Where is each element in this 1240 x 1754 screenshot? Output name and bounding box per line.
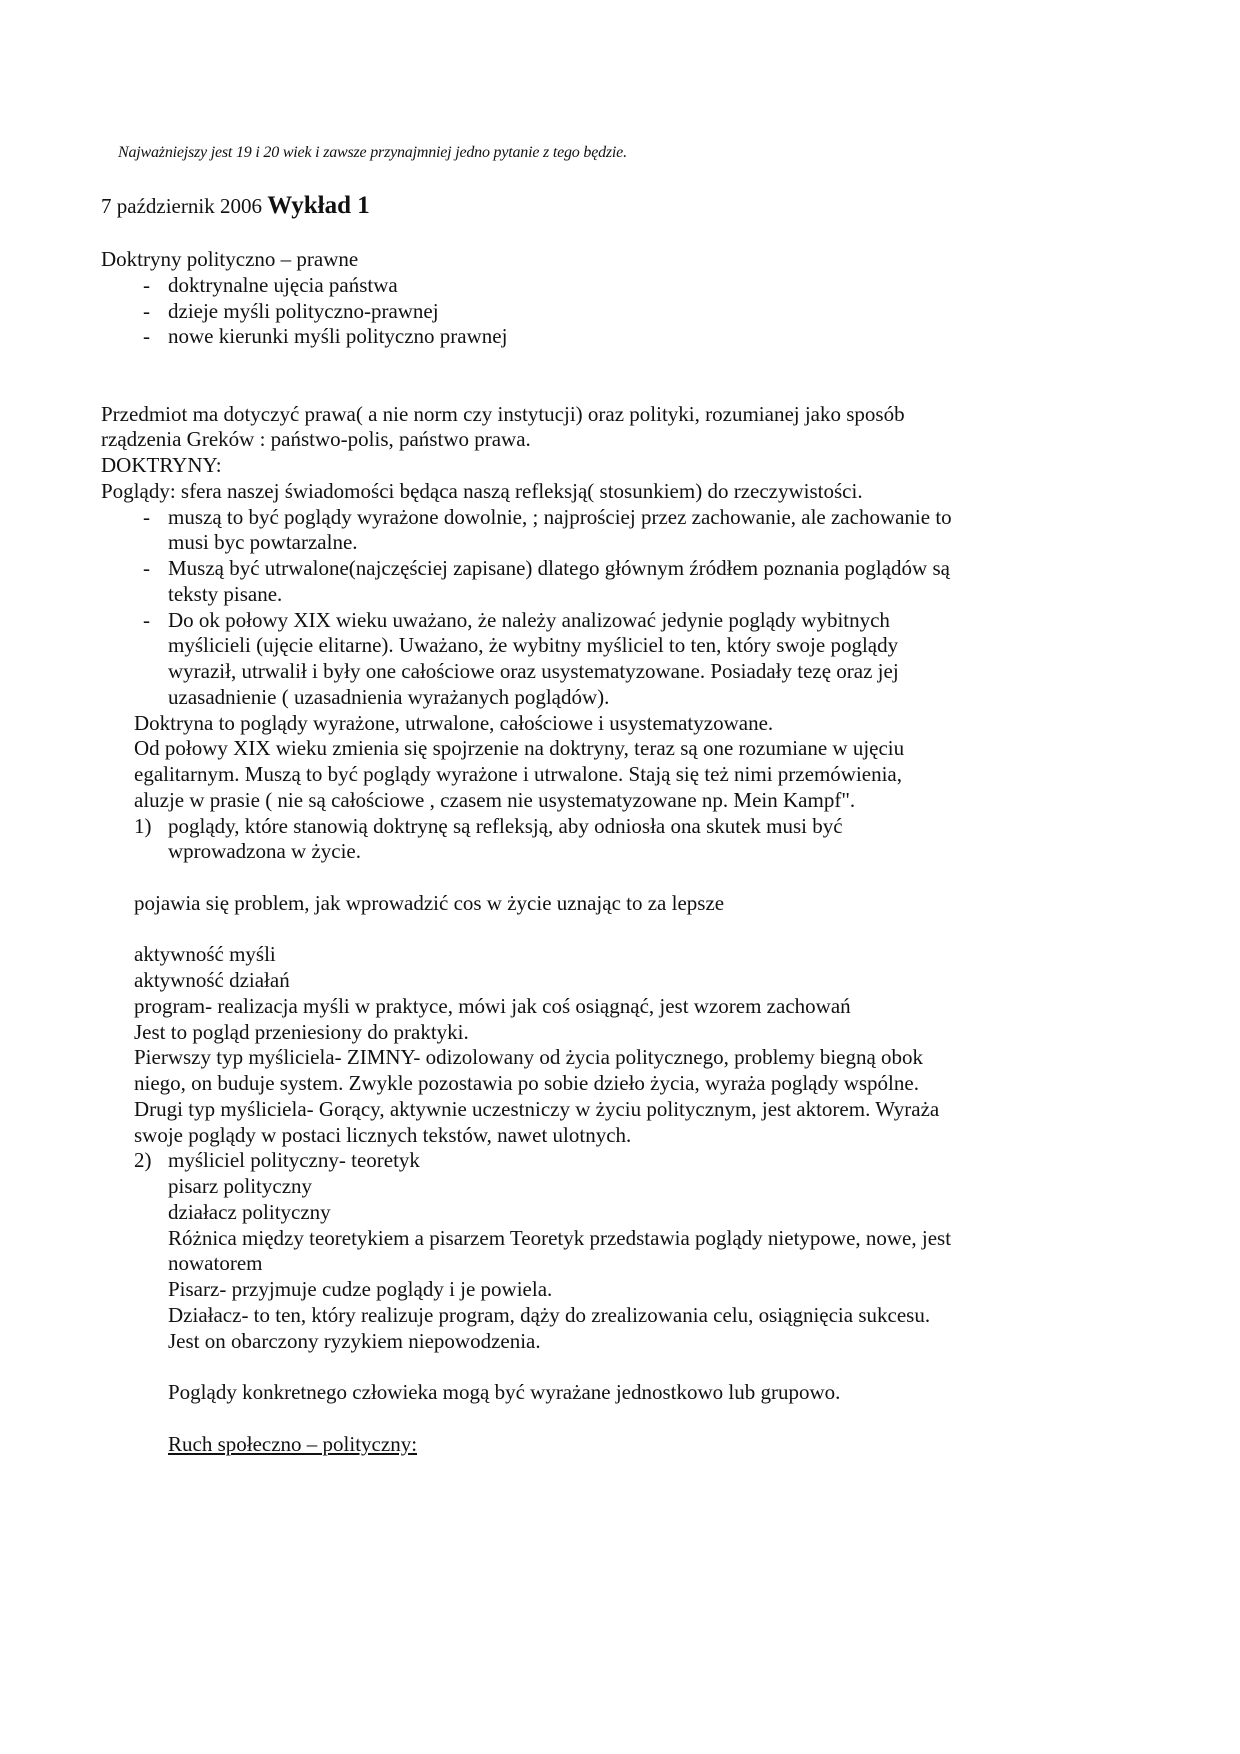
text-line: nowe kierunki myśli polityczno prawnej [168, 324, 508, 349]
text-line: Doktryny polityczno – prawne [101, 247, 359, 271]
text-line: aluzje w prasie ( nie są całościowe , czasem nie usystematyzowane np. Mein Kampf". [134, 787, 856, 812]
text-line: Muszą być utrwalone(najczęściej zapisane) dlatego głównym źródłem poznania poglądów są [168, 556, 950, 580]
text-line: Pisarz- przyjmuje cudze poglądy i je powiela. [168, 1277, 553, 1301]
text-line: Poglądy konkretnego człowieka mogą być wyrażane jednostkowo lub grupowo. [168, 1380, 841, 1404]
bullet-dash: - [143, 504, 150, 529]
text-line: program- realizacja myśli w praktyce, mówi jak coś osiągnąć, jest wzorem zachowań [134, 993, 851, 1018]
lecture-date: 7 październik 2006 [101, 194, 262, 218]
text-line: wprowadzona w życie. [168, 839, 361, 864]
text-line: aktywność działań [134, 968, 290, 992]
text-line: pojawia się problem, jak wprowadzić cos w życie uznając to za lepsze [134, 890, 725, 915]
text-line: myślicieli (ujęcie elitarne). Uważano, że wybitny myśliciel to ten, który swoje poglądy [168, 633, 899, 658]
lecture-heading [101, 192, 370, 220]
italic-note: Najważniejszy jest 19 i 20 wiek i zawsze przynajmniej jedno pytanie z tego będzie. [118, 144, 627, 161]
section-heading: Ruch społeczno – polityczny: [168, 1431, 418, 1456]
text-line: teksty pisane. [168, 581, 283, 606]
text-line: Drugi typ myśliciela- Gorący, aktywnie uczestniczy w życiu politycznym, jest aktorem. Wyraża [134, 1096, 940, 1121]
text-line: Do ok połowy XIX wieku uważano, że należy analizować jedynie poglądy wybitnych [168, 607, 890, 632]
text-line: Działacz- to ten, który realizuje program, dąży do zrealizowania celu, osiągnięcia sukcesu. [168, 1302, 931, 1327]
text-line: Doktryna to poglądy wyrażone, utrwalone, całościowe i usystematyzowane. [134, 710, 774, 735]
list-number: 1) [134, 813, 152, 838]
bullet-dash: - [143, 324, 150, 349]
bullet-dash: - [143, 272, 150, 297]
list-number: 2) [134, 1148, 152, 1173]
text-line: DOKTRYNY: [101, 453, 222, 477]
bullet-dash: - [143, 607, 150, 632]
text-line: egalitarnym. Muszą to być poglądy wyrażone i utrwalone. Stają się też nimi przemówienia, [134, 762, 903, 786]
text-line: muszą to być poglądy wyrażone dowolnie, ; najprościej przez zachowanie, ale zachowanie to [168, 504, 952, 529]
lecture-title: Wykład 1 [267, 192, 370, 219]
bullet-dash: - [143, 298, 150, 323]
bullet-dash: - [143, 556, 150, 580]
text-line: Poglądy: sfera naszej świadomości będąca naszą refleksją( stosunkiem) do rzeczywistości. [101, 478, 863, 503]
text-line: doktrynalne ujęcia państwa [168, 272, 398, 297]
text-line: wyraził, utrwalił i były one całościowe oraz usystematyzowane. Posiadały tezę oraz jej [168, 659, 899, 683]
text-line: rządzenia Greków : państwo-polis, państwo prawa. [101, 427, 531, 452]
text-line: Przedmiot ma dotyczyć prawa( a nie norm czy instytucji) oraz polityki, rozumianej jako sposób [101, 401, 905, 426]
text-line: myśliciel polityczny- teoretyk [168, 1148, 420, 1173]
text-line: dzieje myśli polityczno-prawnej [168, 298, 439, 323]
text-line: pisarz polityczny [168, 1174, 313, 1198]
text-line: Różnica między teoretykiem a pisarzem Teoretyk przedstawia poglądy nietypowe, nowe, jest [168, 1225, 952, 1250]
text-line: Od połowy XIX wieku zmienia się spojrzenie na doktryny, teraz są one rozumiane w ujęciu [134, 736, 905, 761]
text-line: uzasadnienie ( uzasadnienia wyrażanych poglądów). [168, 684, 610, 709]
text-line: działacz polityczny [168, 1199, 331, 1224]
text-line: nowatorem [168, 1251, 263, 1276]
text-line: niego, on buduje system. Zwykle pozostawia po sobie dzieło życia, wyraża poglądy wspólne. [134, 1071, 919, 1095]
text-line: aktywność myśli [134, 942, 276, 967]
text-line: swoje poglądy w postaci licznych tekstów, nawet ulotnych. [134, 1122, 632, 1147]
text-line: poglądy, które stanowią doktrynę są refleksją, aby odniosła ona skutek musi być [168, 813, 843, 838]
text-line: Pierwszy typ myśliciela- ZIMNY- odizolowany od życia politycznego, problemy biegną obok [134, 1045, 924, 1070]
text-line: Jest on obarczony ryzykiem niepowodzenia. [168, 1328, 541, 1353]
text-line: Jest to pogląd przeniesiony do praktyki. [134, 1019, 469, 1044]
text-line: musi byc powtarzalne. [168, 530, 358, 555]
